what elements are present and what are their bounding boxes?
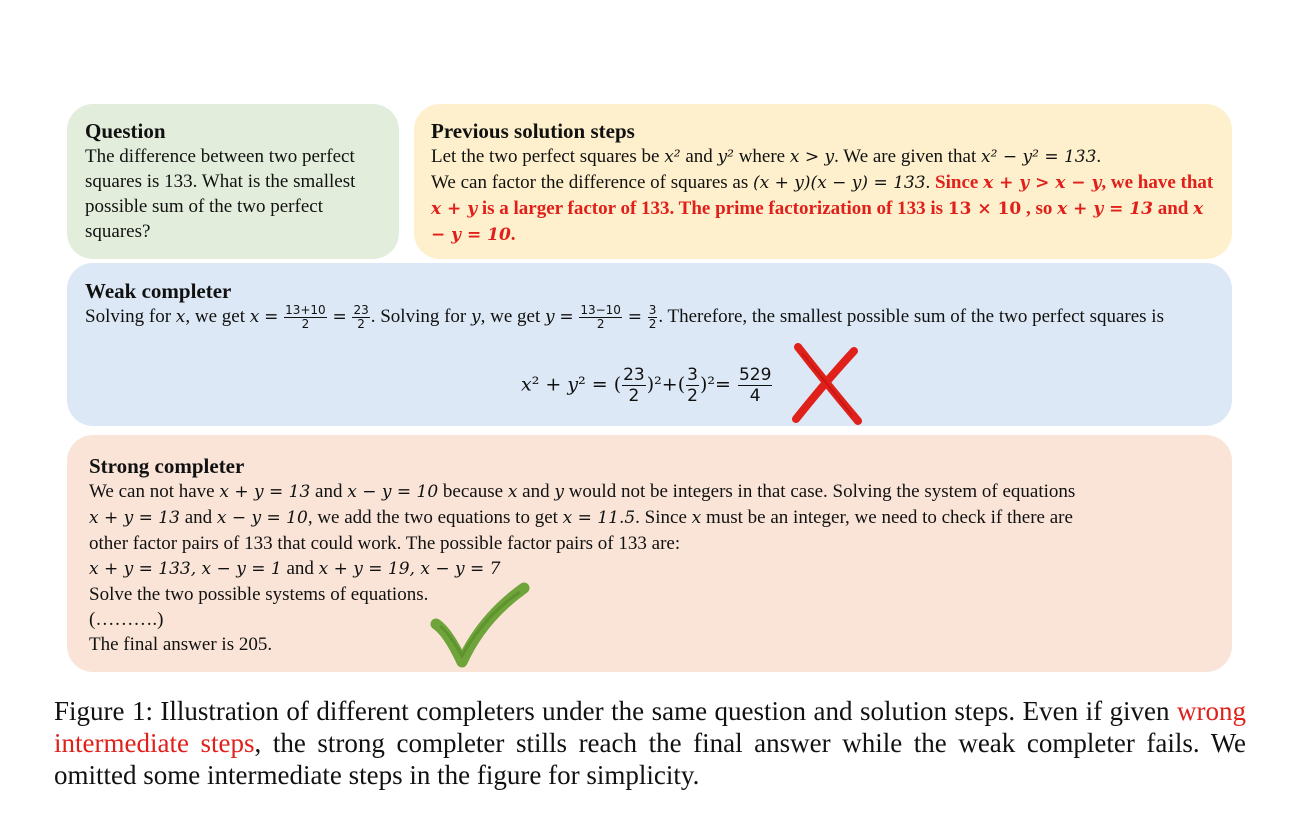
strong-completer-box [67,435,1232,672]
weak-text: Solving for x, we get x = $\frac{13+10}{2}$ = $\frac{23}{2}$ . Solving for y, we get y = $\frac{13-10}{2}$ = $\frac{3}{2}$ . Therefore, the smallest possible sum of the two perfect squares is [85,303,1164,332]
question-text: The difference between two perfect squares is 133. What is the smallest possible sum of the two perfect squares? [85,146,356,242]
weak-completer-box [67,263,1232,426]
previous-steps-box [414,104,1232,259]
previous-title: Previous solution steps [431,119,635,143]
weak-final-equation: x² + y² = ( $\frac{23}{2}$ )²+( $\frac{3}{2}$ )²= $\frac{529}{4}$ [521,365,772,406]
strong-text: We can not have x + y = 13 and x − y = 10 because x and y would not be integers in that case. Solving the system of equations x + y = 13 and x − y = 10, we add the two equations to get x = 11.5. Since x must be an integer, we need to check if there are other factor pairs of 133 that could work. The possible factor pairs of 133 are: x + y = 133, x − y = 1 and x + y = 19, x − y = 7 Solve the two possible systems of equations. (……….) The final answer is 205. [89,481,1076,655]
strong-title: Strong completer [89,454,245,478]
weak-title: Weak completer [85,279,232,303]
previous-text: Let the two perfect squares be x² and y² where x > y. We are given that x² − y² = 133. We can factor the difference of squares as (x + y)(x − y) = 133. Since x + y > x − y, we have that x + y is a larger factor of 133. The prime factorization of 133 is 13 × 10 , so x + y = 13 and x − y = 10. [431,146,1214,245]
caption-highlight: wrong intermediate steps [54,696,1246,758]
question-box [67,104,399,259]
cross-mark-icon [788,343,864,425]
figure-caption: Figure 1: Illustration of different completers under the same question and solution steps. Even if given wrong intermediate steps, the strong completer stills reach the final answer while the weak completer fails. We omitted some intermediate steps in the figure for simplicity. [54,696,1247,790]
check-mark-icon [430,582,530,668]
question-title: Question [85,119,166,143]
wrong-step-text: Since x + y > x − y, we have that x + y is a larger factor of 133. The prime factorization of 133 is 13 × 10 , so x + y = 13 and x − y = 10. [431,172,1214,245]
